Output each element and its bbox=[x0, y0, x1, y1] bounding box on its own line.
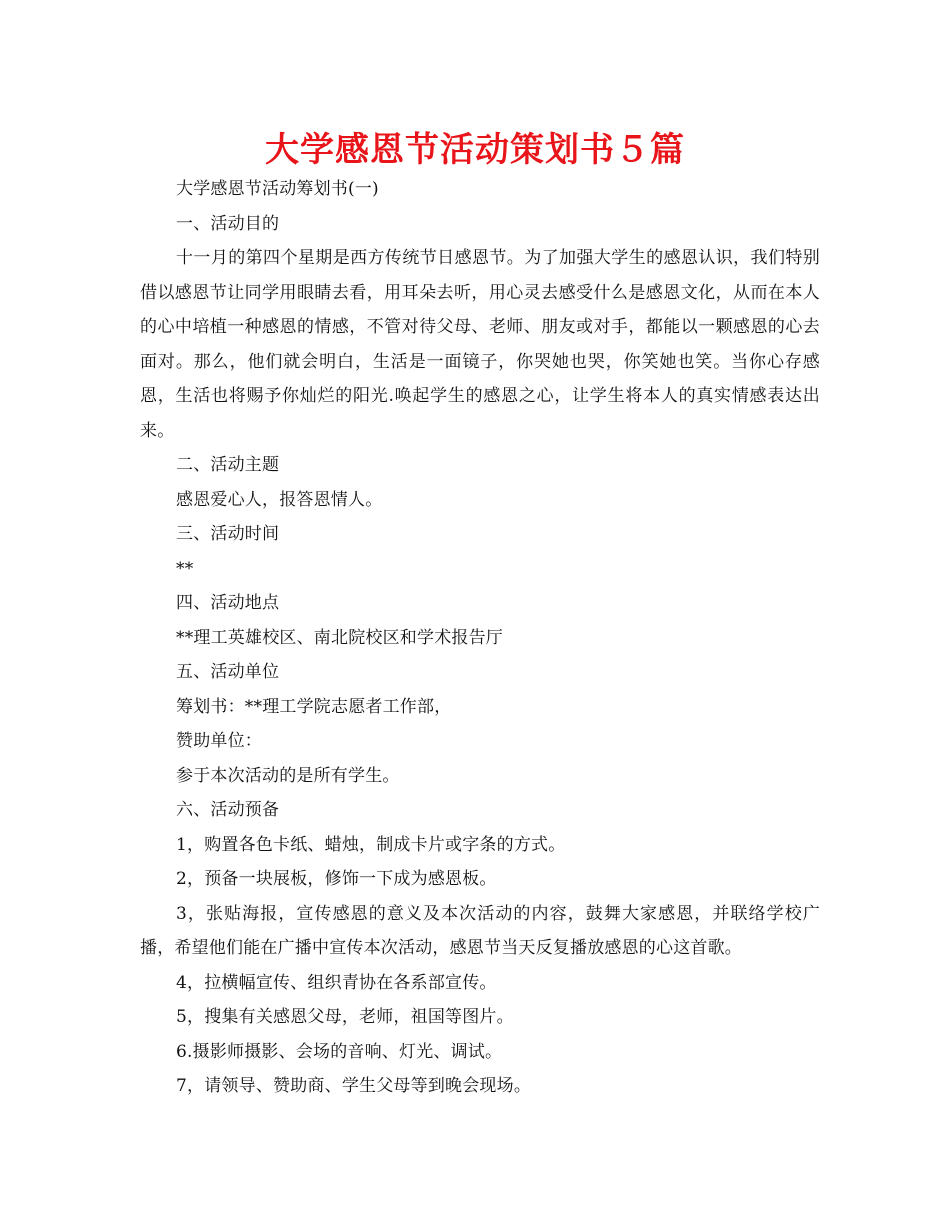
paragraph-organizer: 筹划书：**理工学院志愿者工作部， bbox=[176, 696, 452, 717]
list-item: 6.摄影师摄影、会场的音响、灯光、调试。 bbox=[176, 1041, 503, 1062]
paragraph-theme: 感恩爱心人，报答恩情人。 bbox=[176, 489, 383, 510]
list-item: 2，预备一块展板，修饰一下成为感恩板。 bbox=[176, 869, 497, 889]
heading-organizer: 五、活动单位 bbox=[176, 662, 280, 682]
paragraph-purpose: 十一月的第四个星期是西方传统节日感恩节。为了加强大学生的感恩认识，我们特别借以感恩节让同学用眼睛去看，用耳朵去听，用心灵去感受什么是感恩文化，从而在本人的心中培植一种感恩的情感，不管对待父母、老师、朋友或对手，都能以一颗感恩的心去面对。那么，他们就会明白，生活是一面镜子，你哭她也哭，你笑她也笑。当你心存感恩，生活也将赐予你灿烂的阳光.唤起学生的感恩之心，让学生将本人的真实情感表达出来。 bbox=[140, 248, 820, 441]
heading-theme: 二、活动主题 bbox=[176, 455, 280, 475]
heading-preparation: 六、活动预备 bbox=[176, 800, 280, 820]
paragraph-sponsor: 赞助单位： bbox=[176, 731, 262, 751]
paragraph-participants: 参于本次活动的是所有学生。 bbox=[176, 765, 400, 786]
section-subtitle: 大学感恩节活动筹划书(一) bbox=[176, 179, 379, 199]
heading-time: 三、活动时间 bbox=[176, 524, 280, 544]
heading-location: 四、活动地点 bbox=[176, 593, 280, 613]
paragraph-time: ** bbox=[176, 558, 194, 579]
document-title: 大学感恩节活动策划书５篇 bbox=[265, 130, 685, 170]
list-item: 3，张贴海报，宣传感恩的意义及本次活动的内容，鼓舞大家感恩，并联络学校广播，希望他们能在广播中宣传本次活动，感恩节当天反复播放感恩的心这首歌。 bbox=[140, 903, 820, 958]
list-item: 4，拉横幅宣传、组织青协在各系部宣传。 bbox=[176, 972, 497, 993]
paragraph-location: **理工英雄校区、南北院校区和学术报告厅 bbox=[176, 627, 503, 648]
heading-purpose: 一、活动目的 bbox=[176, 213, 280, 234]
list-item: 7，请领导、赞助商、学生父母等到晚会现场。 bbox=[176, 1076, 532, 1096]
list-item: 1，购置各色卡纸、蜡烛，制成卡片或字条的方式。 bbox=[176, 834, 566, 855]
document-body bbox=[140, 172, 820, 1104]
list-item: 5，搜集有关感恩父母，老师，祖国等图片。 bbox=[176, 1007, 514, 1027]
